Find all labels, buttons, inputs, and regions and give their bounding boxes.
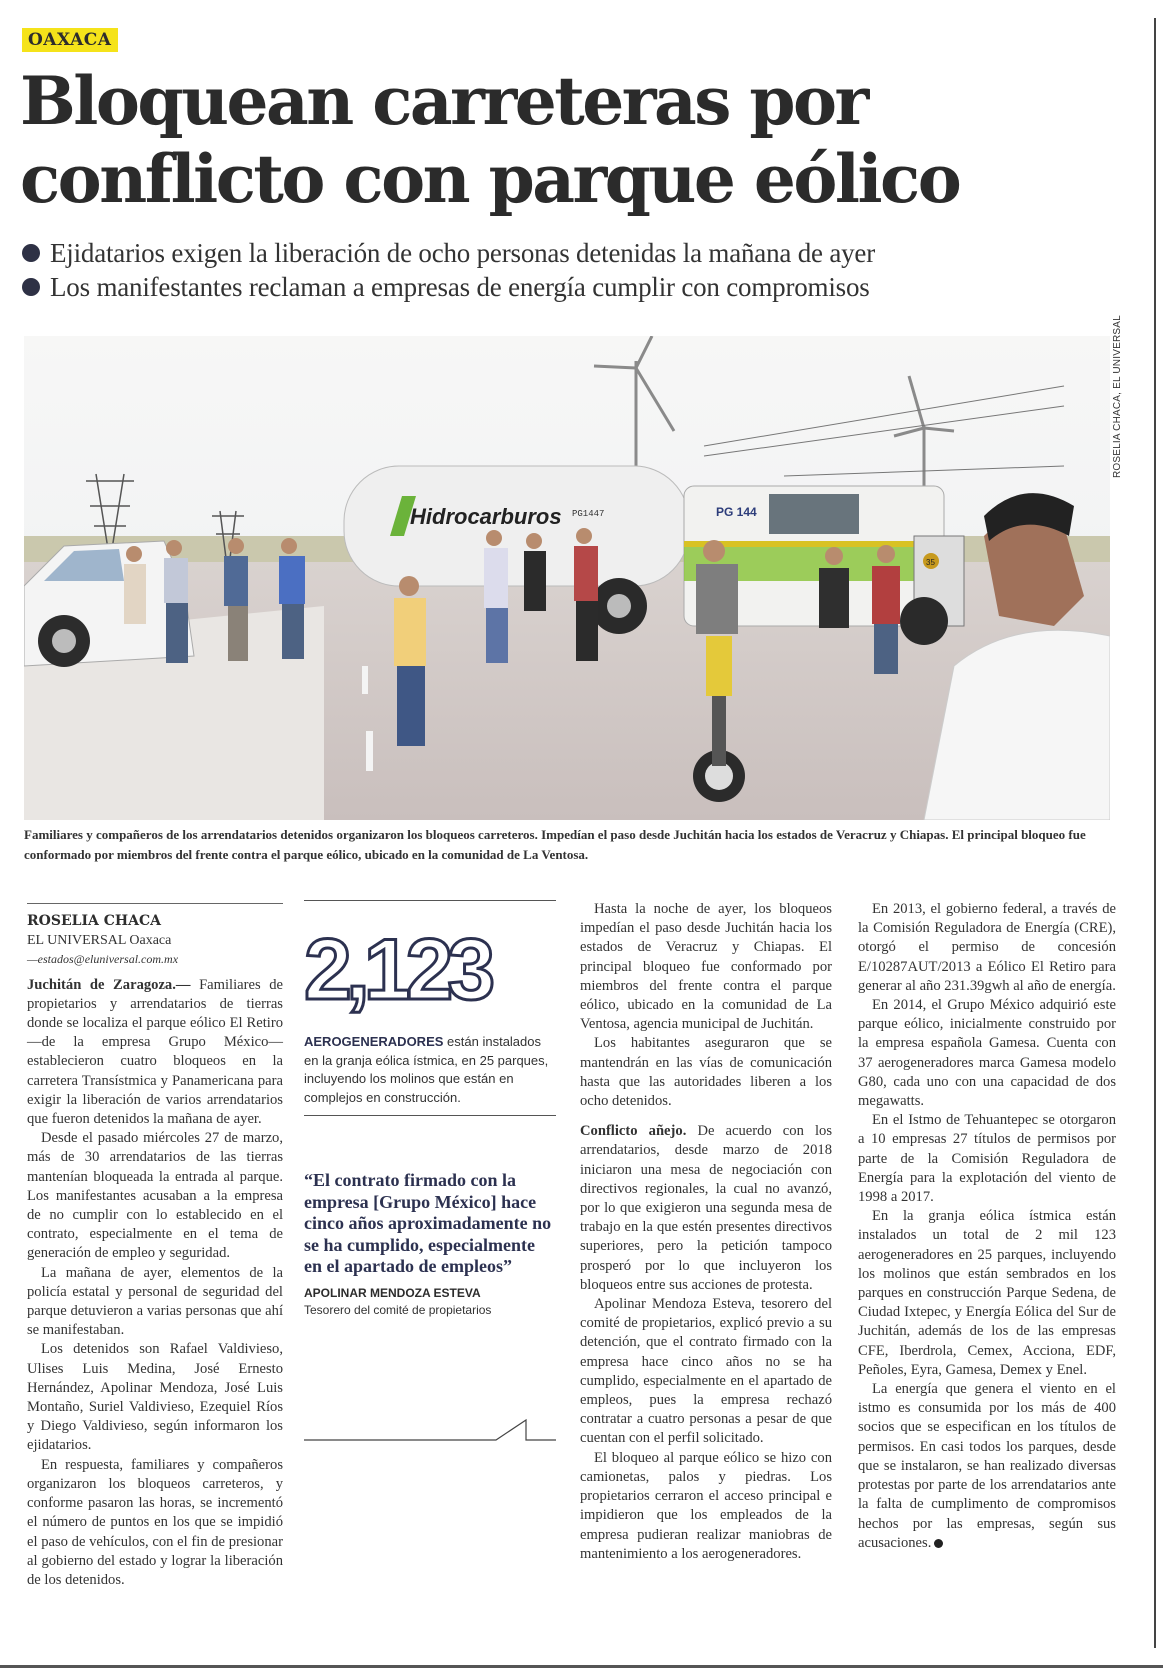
- stat-rule-top: [304, 900, 556, 901]
- dateline: Juchitán de Zaragoza.—: [27, 976, 191, 993]
- article-column-4: [858, 900, 1116, 1553]
- stat-description: [304, 1033, 556, 1107]
- truck-number-text: 35: [926, 558, 935, 567]
- subhead: Conflicto añejo.: [580, 1123, 687, 1140]
- article-paragraph: La mañana de ayer, elementos de la policía estatal y personal de seguridad del parque detuvieron a varias personas que ahí se manifestaban.: [27, 1264, 283, 1339]
- article-paragraph: El bloqueo al parque eólico se hizo con camionetas, palos y piedras. Los propietarios cerraron el acceso principal e impidieron que los empleados de la empresa pudieran realizar maniobras de mantenimiento a los aerogeneradores.: [580, 1449, 832, 1562]
- paragraph-text: Familiares de propietarios y arrendatarios de tierras donde se localiza el parque eólico El Retiro —de la empresa Grupo México— establecieron cuatro bloqueos en la carretera Transístmica y Panamericana para exigir la liberación de varios arrendatarios que fueron detenidos la mañana de ayer.: [27, 976, 284, 1128]
- news-photo: [24, 336, 1110, 820]
- article-column-3: [580, 900, 832, 1564]
- headline-line-1: Bloquean carreteras por: [20, 62, 867, 140]
- end-mark-icon: [934, 1539, 943, 1548]
- byline-author: ROSELIA CHACA: [27, 913, 161, 929]
- article-paragraph: [580, 1122, 832, 1295]
- photo-caption: Familiares y compañeros de los arrendatarios detenidos organizaron los bloqueos carreteros. Impedían el paso desde Juchitán hacia los estados de Veracruz y Chiapas. El principal bloqueo fue conformado por miembros del frente contra el parque eólico, ubicado en la comunidad de La Ventosa.: [24, 827, 1086, 862]
- page-bottom-rule: [0, 1665, 1163, 1668]
- tank-id-text: PG1447: [572, 509, 605, 519]
- summary-bullet: [22, 270, 1132, 304]
- stat-box: [304, 900, 556, 1116]
- page-border-right: [1154, 18, 1156, 1648]
- pull-quote: [304, 1170, 556, 1317]
- photo-scene: [24, 336, 1110, 820]
- section-tag: OAXACA: [22, 28, 118, 52]
- article-paragraph: En la granja eólica ístmica están instalados un total de 2 mil 123 aerogeneradores en 25 parques, incluyendo los molinos que están sembrados en los parques en construcción Parque Sedena, de Ciudad Ixtepec, y Energía Eólica del Sur de Juchitán, además de los de las empresas CFE, Iberdrola, Cemex, Acciona, EDF, Peñoles, Eyra, Gamesa, Demex y Enel.: [858, 1208, 1116, 1378]
- article-paragraph: En el Istmo de Tehuantepec se otorgaron a 10 empresas 27 títulos de permisos por parte de la Comisión Reguladora de Energía para la explotación del viento de 1998 a 2017.: [858, 1112, 1116, 1206]
- bullet-text: Los manifestantes reclaman a empresas de energía cumplir con compromisos: [50, 271, 870, 302]
- paragraph-text: La energía que genera el viento en el istmo es consumida por los más de 400 socios que se especifican en los títulos de permisos. En casi todos los parques, desde que se instalaron, se han realizado diversas protestas por parte de los arrendatarios ante la falta de cumplimento de compromisos hechos por las empresas, según sus acusaciones.: [858, 1381, 1116, 1551]
- article-paragraph: Hasta la noche de ayer, los bloqueos impedían el paso desde Juchitán hacia los estados de Veracruz y Chiapas. El principal bloqueo fue conformado por miembros del frente contra el parque eólico, ubicado en la comunidad de La Ventosa, agencia municipal de Juchitán.: [580, 901, 832, 1033]
- article-paragraph: Apolinar Mendoza Esteva, tesorero del comité de propietarios, explicó previo a su detención, que el contrato firmado con la empresa hace cinco años no se ha cumplido, especialmente en el apartado de empleos, pues la empresa rechazó contratar a cuatro personas a pesar de que cuentan con el perfil solicitado.: [580, 1296, 832, 1447]
- stat-number: 2,123: [304, 922, 490, 1018]
- byline-email[interactable]: —estados@eluniversal.com.mx: [27, 952, 179, 967]
- article-paragraph: [27, 976, 283, 1130]
- column-rule: [27, 903, 283, 904]
- stat-text: están instalados en la granja eólica ístmica, en 25 parques, incluyendo los molinos que están en complejos en construcción.: [304, 1034, 549, 1105]
- quote-author: APOLINAR MENDOZA ESTEVA: [304, 1285, 481, 1300]
- truck-brand-text: Hidrocarburos: [410, 504, 562, 529]
- bullet-text: Ejidatarios exigen la liberación de ocho personas detenidas la mañana de ayer: [50, 237, 876, 268]
- article-paragraph: Los habitantes aseguraron que se mantendrán en las vías de comunicación hasta que las autoridades liberen a los ocho detenidos.: [580, 1035, 832, 1110]
- stat-rule-bottom: [304, 1115, 556, 1116]
- article-paragraph: [858, 1380, 1116, 1553]
- bullet-dot-icon: [22, 278, 40, 296]
- photo-credit: ROSELIA CHACA, EL UNIVERSAL: [1112, 315, 1123, 478]
- article-paragraph: En 2014, el Grupo México adquirió este parque eólico, inicialmente construido por la empresa española Gamesa. Cuenta con 37 aerogeneradores marca Gamesa modelo G80, cada uno con una capacidad de dos megawatts.: [858, 997, 1116, 1110]
- bullet-dot-icon: [22, 244, 40, 262]
- summary-bullet: [22, 236, 1132, 270]
- byline-outlet: EL UNIVERSAL Oaxaca: [27, 933, 172, 949]
- article-column-1: [27, 912, 283, 1590]
- paragraph-text: De acuerdo con los arrendatarios, desde marzo de 2018 iniciaron una mesa de negociación con directivos regionales, la cual no avanzó, por lo que exigieron una segunda mesa de trabajo en la que estén presentes directivos superiores, pero la petición tampoco prosperó por lo que incluyeron los bloqueos entre sus acciones de protesta.: [580, 1123, 832, 1293]
- headline-line-2: conflicto con parque eólico: [20, 140, 960, 218]
- article-paragraph: En 2013, el gobierno federal, a través de la Comisión Reguladora de Energía (CRE), otorgó el permiso de concesión E/10287AUT/2013 a Eólico El Retiro para generar al año 231.39gwh al año de energía.: [858, 901, 1116, 994]
- quote-role: Tesorero del comité de propietarios: [304, 1302, 492, 1317]
- article-paragraph: Los detenidos son Rafael Valdivieso, Ulises Luis Medina, José Ernesto Hernández, Apolinar Mendoza, José Luis Montaño, Suriel Valdivieso, Ezequiel Ríos y Diego Valdivieso, según informaron los ejidatarios.: [27, 1341, 283, 1454]
- truck-plate-text: PG 144: [716, 505, 757, 519]
- stat-label: AEROGENERADORES: [304, 1034, 444, 1049]
- quote-rule: [304, 1412, 556, 1442]
- article-paragraph: En respuesta, familiares y compañeros organizaron los bloqueos carreteros, y conforme pasaron las horas, se incrementó el número de puntos en los que se impidió el paso de vehículos, con el fin de presionar al gobierno del estado y lograr la liberación de los detenidos.: [27, 1456, 283, 1588]
- headline: [20, 62, 1120, 218]
- article-paragraph: Desde el pasado miércoles 27 de marzo, más de 30 arrendatarios de las tierras mantenían bloqueada la entrada al parque. Los manifestantes acusaban a la empresa de no cumplir con lo establecido en el contrato, especialmente en el tema de generación de empleo y seguridad.: [27, 1130, 283, 1262]
- summary-bullets: [22, 236, 1132, 304]
- quote-text: “El contrato firmado con la empresa [Grupo México] hace cinco años aproximadamente no se ha cumplido, especialmente en el apartado de empleos”: [304, 1170, 552, 1276]
